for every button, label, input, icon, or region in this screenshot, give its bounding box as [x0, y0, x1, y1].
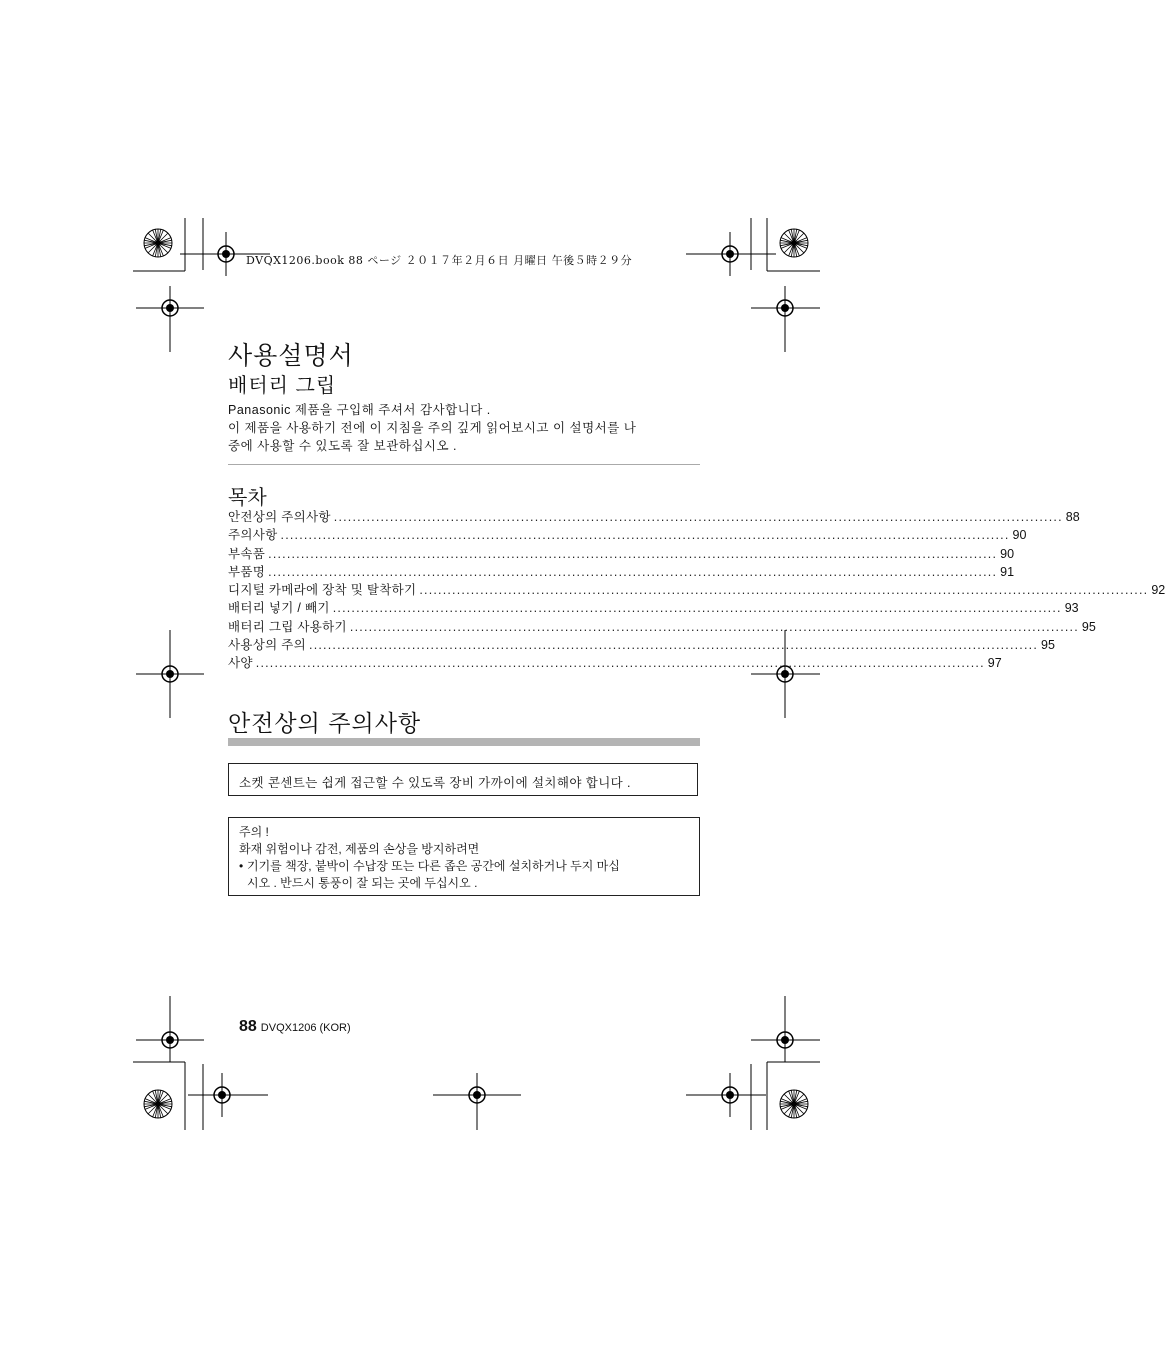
- toc-leader-dots: ............................................................................................................................................................: [280, 528, 1010, 543]
- toc-entry[interactable]: [228, 507, 1080, 525]
- toc-entry-label: 배터리 그립 사용하기: [228, 619, 347, 634]
- table-of-contents: [228, 507, 1165, 672]
- toc-leader-dots: ............................................................................................................................................................: [268, 564, 998, 579]
- toc-leader-dots: ............................................................................................................................................................: [419, 583, 1149, 598]
- print-info-header: DVQX1206.book 88 ページ ２０１７年２月６日 月曜日 午後５時２９分: [246, 254, 633, 267]
- caution-bullet-text: 시오 . 반드시 통풍이 잘 되는 곳에 두십시오 .: [247, 876, 478, 890]
- section-underline-bar: [228, 738, 700, 746]
- registration-star-icon: [144, 1090, 172, 1118]
- divider: [228, 464, 700, 465]
- toc-leader-dots: ............................................................................................................................................................: [268, 546, 998, 561]
- toc-entry[interactable]: [228, 580, 1165, 598]
- socket-notice-box: 소켓 콘센트는 쉽게 접근할 수 있도록 장비 가까이에 설치해야 합니다 .: [228, 763, 698, 796]
- registration-star-icon: [780, 229, 808, 257]
- registration-star-icon: [144, 229, 172, 257]
- toc-entry-label: 사용상의 주의: [228, 638, 307, 653]
- toc-entry[interactable]: [228, 617, 1096, 635]
- toc-entry-page: 90: [1000, 546, 1015, 561]
- intro-line: Panasonic 제품을 구입해 주셔서 감사합니다 .: [228, 403, 491, 417]
- toc-entry-label: 배터리 넣기 / 빼기: [228, 601, 330, 616]
- caution-heading: 주의 !: [239, 825, 269, 839]
- toc-entry[interactable]: [228, 544, 1015, 562]
- toc-leader-dots: ............................................................................................................................................................: [332, 601, 1062, 616]
- toc-entry-label: 안전상의 주의사항: [228, 510, 331, 524]
- registration-star-icon: [780, 1090, 808, 1118]
- toc-entry-label: 부품명: [228, 564, 266, 579]
- toc-leader-dots: ............................................................................................................................................................: [333, 510, 1063, 524]
- toc-entry-page: 92: [1151, 583, 1165, 598]
- toc-entry[interactable]: [228, 525, 1027, 543]
- toc-entry-page: 91: [1000, 564, 1015, 579]
- toc-entry-page: 90: [1012, 528, 1027, 543]
- toc-entry-label: 사양: [228, 656, 253, 671]
- toc-entry[interactable]: [228, 562, 1015, 580]
- intro-line: 중에 사용할 수 있도록 잘 보관하십시오 .: [228, 439, 458, 453]
- toc-entry-label: 디지털 카메라에 장착 및 탈착하기: [228, 583, 417, 598]
- toc-entry[interactable]: [228, 598, 1079, 616]
- document-subtitle: 배터리 그립: [228, 375, 337, 397]
- page-footer: [239, 1018, 351, 1036]
- toc-leader-dots: ............................................................................................................................................................: [309, 638, 1039, 653]
- toc-leader-dots: ............................................................................................................................................................: [349, 619, 1079, 634]
- toc-heading: 목차: [228, 487, 267, 509]
- toc-entry[interactable]: [228, 635, 1055, 653]
- toc-entry-page: 93: [1064, 601, 1079, 616]
- toc-entry-page: 97: [987, 656, 1002, 671]
- bullet-icon: •: [239, 859, 244, 873]
- intro-text: [228, 401, 700, 455]
- caution-box: [228, 817, 700, 896]
- document-title: 사용설명서: [228, 342, 354, 370]
- caution-line: 화재 위험이나 감전, 제품의 손상을 방지하려면: [239, 842, 480, 856]
- toc-entry[interactable]: [228, 653, 1002, 671]
- caution-bullet: [239, 858, 689, 892]
- intro-line: 이 제품을 사용하기 전에 이 지침을 주의 깊게 읽어보시고 이 설명서를 나: [228, 421, 637, 435]
- toc-leader-dots: ............................................................................................................................................................: [255, 656, 985, 671]
- section-title: 안전상의 주의사항: [228, 710, 422, 736]
- caution-bullet-text: 기기를 책장, 붙박이 수납장 또는 다른 좁은 공간에 설치하거나 두지 마십: [247, 859, 620, 873]
- document-code: DVQX1206 (KOR): [260, 1022, 351, 1034]
- toc-entry-page: 95: [1081, 619, 1096, 634]
- toc-entry-label: 부속품: [228, 546, 266, 561]
- toc-entry-label: 주의사항: [228, 528, 278, 543]
- toc-entry-page: 88: [1065, 510, 1080, 524]
- page-number: 88: [239, 1018, 257, 1035]
- toc-entry-page: 95: [1041, 638, 1055, 653]
